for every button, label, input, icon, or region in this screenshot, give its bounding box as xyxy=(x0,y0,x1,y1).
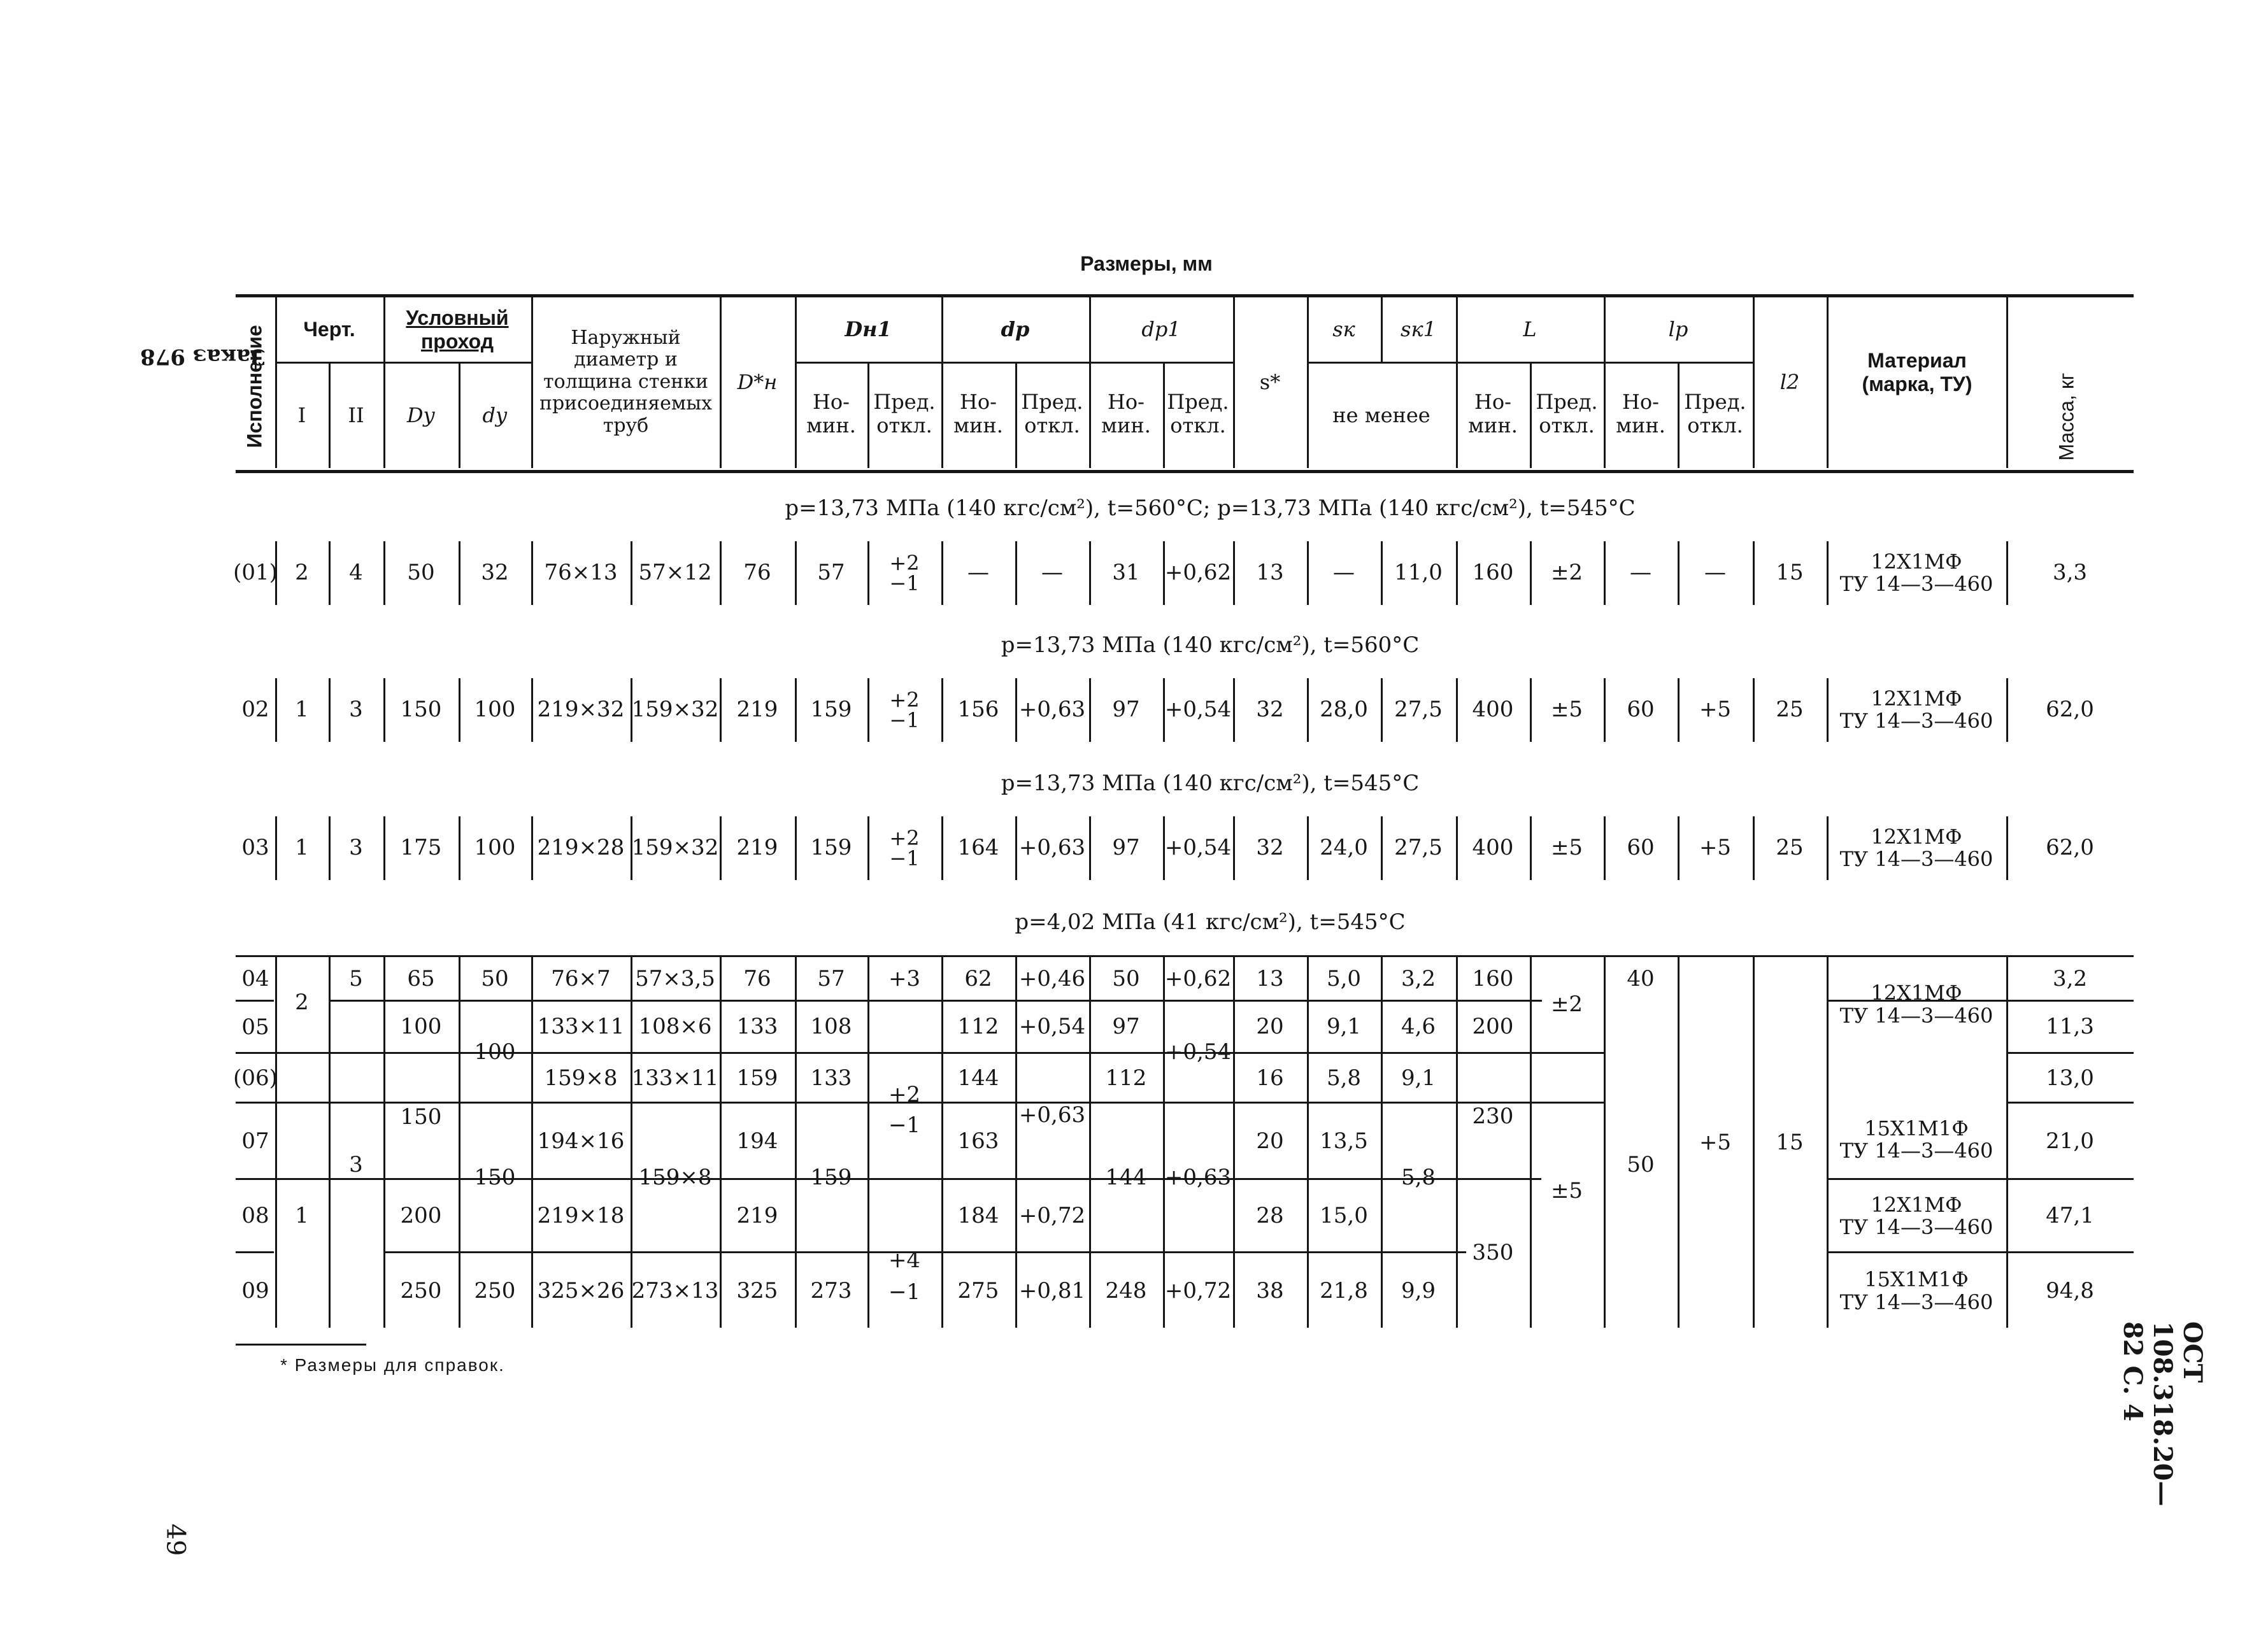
r02-c2: 3 xyxy=(349,697,363,723)
g4-material-tu-3: ТУ 14—3—460 xyxy=(1839,1290,1993,1314)
r02-Dn1: 159 xyxy=(810,697,852,723)
g4-dp1-dev-1: +0,54 xyxy=(1164,1039,1232,1065)
r01-sk: — xyxy=(1333,560,1355,586)
g4-sk-0: 5,0 xyxy=(1326,965,1362,991)
g4-dp1-3: 144 xyxy=(1105,1165,1147,1191)
r02-dy: 100 xyxy=(474,697,516,723)
r03-dy: 100 xyxy=(474,835,516,861)
g4-t1-3: 194×16 xyxy=(537,1128,625,1154)
g4-dp1-1: 97 xyxy=(1112,1013,1140,1039)
header-nom-Dn1: Но- мин. xyxy=(806,390,856,437)
header-uslovny: Условный проход xyxy=(406,306,509,353)
r03-s: 32 xyxy=(1256,835,1284,861)
g4-material-stack-1 xyxy=(1840,1118,1993,1162)
g4-sk1-0: 3,2 xyxy=(1401,965,1436,991)
g4-material-stack-0 xyxy=(1840,982,1993,1027)
condition-1: p=13,73 МПа (140 кгс/см²), t=560°С; p=13,73 МПа (140 кгс/см²), t=545°С xyxy=(785,495,1636,521)
header-naruzh: Наружный диаметр и толщина стенки присоединяемых труб xyxy=(539,326,713,437)
header-Dn: D*н xyxy=(737,369,778,394)
r02-lp: 60 xyxy=(1627,697,1655,723)
g4-t1-5: 325×26 xyxy=(537,1277,625,1304)
g4-dp-2: 144 xyxy=(957,1065,999,1091)
r02-Dn1-dev-up: +2 xyxy=(889,688,920,712)
r02-sk: 28,0 xyxy=(1320,697,1368,723)
r03-sk: 24,0 xyxy=(1320,835,1368,861)
g4-lp-0: 40 xyxy=(1627,965,1655,991)
r02-c1: 1 xyxy=(295,697,309,723)
r02-Dy: 150 xyxy=(400,697,442,723)
header-lp: lр xyxy=(1668,317,1688,342)
g4-lp-1: 50 xyxy=(1627,1152,1655,1178)
r01-Dn1-dev-down: −1 xyxy=(889,571,920,595)
header-pred-dp: Пред. откл. xyxy=(1021,390,1083,437)
g4-Dn-4: 219 xyxy=(736,1203,778,1229)
r01-Dn1-dev-stack xyxy=(889,553,919,593)
g4-dp-3: 163 xyxy=(957,1128,999,1154)
r03-mat xyxy=(1827,820,2006,877)
header-pred-dp1: Пред. откл. xyxy=(1167,390,1229,437)
header-dy: dу xyxy=(482,402,508,427)
g4-dp-5: 275 xyxy=(957,1277,999,1304)
r01-L: 160 xyxy=(1472,560,1514,586)
dev-subrule-1 xyxy=(795,362,1233,364)
condition-2: p=13,73 МПа (140 кгс/см²), t=560°С xyxy=(1001,632,1420,658)
order-number: Заказ 978 xyxy=(140,344,266,369)
r01-lp: — xyxy=(1630,560,1651,586)
r02-t2: 159×32 xyxy=(631,697,719,723)
g4-dp1-dev-3: +0,72 xyxy=(1164,1277,1232,1304)
g4-Dy-1: 100 xyxy=(400,1013,442,1039)
g4-Dn-2: 159 xyxy=(736,1065,778,1091)
r02-dp1_dev: +0,54 xyxy=(1164,697,1232,723)
g4-Dn-0: 76 xyxy=(743,965,771,991)
g4-Dn1-2: 133 xyxy=(810,1065,852,1091)
r02-s: 32 xyxy=(1256,697,1284,723)
header-s: s* xyxy=(1259,369,1281,394)
g4-Dn1-3: 159 xyxy=(810,1165,852,1191)
g4-dp-dev-3: +0,72 xyxy=(1018,1203,1086,1229)
r01-s: 13 xyxy=(1256,560,1284,586)
r01-dy: 32 xyxy=(481,560,509,586)
g4-Dn1-dev-2: −1 xyxy=(888,1112,921,1139)
r02-material-stack xyxy=(1840,688,1993,732)
header-sk1: sк1 xyxy=(1401,317,1436,342)
page-number: 49 xyxy=(160,1523,190,1556)
r01-material-grade: 12Х1МФ xyxy=(1871,549,1962,574)
g4-dp-dev-1: +0,54 xyxy=(1018,1013,1086,1039)
header-dp: dр xyxy=(1001,317,1030,342)
g4-dy-3: 250 xyxy=(474,1277,516,1304)
g4-t1-2: 159×8 xyxy=(544,1065,618,1091)
g4-Dn1-1: 108 xyxy=(810,1013,852,1039)
r03-dp1_dev: +0,54 xyxy=(1164,835,1232,861)
header-ispolnenie: Исполнение xyxy=(243,325,266,448)
g4-sk1-2: 9,1 xyxy=(1401,1065,1436,1091)
r03-c1: 1 xyxy=(295,835,309,861)
g4-Dn1-0: 57 xyxy=(817,965,845,991)
r01-t1: 76×13 xyxy=(544,560,618,586)
g4-t2-4: 273×13 xyxy=(631,1277,719,1304)
g4-Dn1-dev-3: +4 xyxy=(888,1247,921,1274)
g4-dp-1: 112 xyxy=(957,1013,999,1039)
header-massa: Масса, кг xyxy=(2055,373,2078,461)
g4-L-1: 200 xyxy=(1472,1013,1514,1039)
r02-dp: 156 xyxy=(957,697,999,723)
r03-dp: 164 xyxy=(957,835,999,861)
r02-material-grade: 12Х1МФ xyxy=(1871,686,1962,711)
r02-lp_dev: +5 xyxy=(1699,697,1732,723)
g4-material-2 xyxy=(1827,1181,2006,1251)
r01-lp_dev: — xyxy=(1704,560,1726,586)
r02-Dn1-dev-stack xyxy=(889,690,919,730)
g4-L-0: 160 xyxy=(1472,965,1514,991)
g4-mass-3: 21,0 xyxy=(2046,1128,2094,1154)
r02-Dn1-dev-down: −1 xyxy=(889,708,920,732)
sizes-title: Размеры, мм xyxy=(1080,252,1213,275)
r03-Dn1-dev-stack xyxy=(889,828,919,869)
g4-mass-5: 94,8 xyxy=(2046,1277,2094,1304)
header-pred-lp: Пред. откл. xyxy=(1684,390,1746,437)
r01-Dn: 76 xyxy=(743,560,771,586)
r01-dp1_dev: +0,62 xyxy=(1164,560,1232,586)
header-Dy: Dу xyxy=(406,402,436,427)
g4-sk-2: 5,8 xyxy=(1326,1065,1362,1091)
r01-dp_dev: — xyxy=(1041,560,1063,586)
g4-Dy-2: 150 xyxy=(400,1104,442,1130)
g4-s-1: 20 xyxy=(1256,1013,1284,1039)
g4-t2-2: 133×11 xyxy=(631,1065,719,1091)
r03-l2: 25 xyxy=(1776,835,1804,861)
header-material: Материал (марка, ТУ) xyxy=(1862,349,1972,395)
r02-material-tu: ТУ 14—3—460 xyxy=(1839,709,1993,733)
g4-l2: 15 xyxy=(1776,1130,1804,1156)
r03-Dy: 175 xyxy=(400,835,442,861)
g4-mass-4: 47,1 xyxy=(2046,1203,2094,1229)
g4-material-1 xyxy=(1827,1105,2006,1175)
g4-Dn1-dev-4: −1 xyxy=(888,1279,921,1305)
g4-material-grade-0: 12Х1МФ xyxy=(1871,981,1962,1005)
r01-c1: 2 xyxy=(295,560,309,586)
g4-s-5: 38 xyxy=(1256,1277,1284,1304)
r03-Dn1-dev-down: −1 xyxy=(889,846,920,870)
g4-t2-1: 108×6 xyxy=(638,1013,712,1039)
r03-L: 400 xyxy=(1472,835,1514,861)
g4-dp1-4: 248 xyxy=(1105,1277,1147,1304)
g4-sk-3: 13,5 xyxy=(1320,1128,1368,1154)
r03-dp_dev: +0,63 xyxy=(1018,835,1086,861)
r02-t1: 219×32 xyxy=(537,697,625,723)
g4-dp-4: 184 xyxy=(957,1203,999,1229)
r03-mass: 62,0 xyxy=(2046,835,2094,861)
header-Dn1: Dн1 xyxy=(845,317,892,342)
r02-mass: 62,0 xyxy=(2046,697,2094,723)
g4-dp1-dev-2: +0,63 xyxy=(1164,1165,1232,1191)
r03-dp1: 97 xyxy=(1112,835,1140,861)
g4-isp-4: 08 xyxy=(241,1203,269,1229)
g4-dp-dev-4: +0,81 xyxy=(1018,1277,1086,1304)
table-top-rule xyxy=(236,294,2134,297)
r01-mat xyxy=(1827,544,2006,602)
r03-isp: 03 xyxy=(241,835,269,861)
r01-mass: 3,3 xyxy=(2052,560,2088,586)
condition-4: p=4,02 МПа (41 кгс/см²), t=545°С xyxy=(1015,909,1406,935)
header-L: L xyxy=(1523,317,1537,342)
g4-sk1-1: 4,6 xyxy=(1401,1013,1436,1039)
header-nom-dp: Но- мин. xyxy=(953,390,1003,437)
r01-c2: 4 xyxy=(349,560,363,586)
r02-Dn: 219 xyxy=(736,697,778,723)
g4-L-3: 350 xyxy=(1472,1239,1514,1265)
g4-chert1-a: 2 xyxy=(295,990,309,1016)
g4-Dy-4: 250 xyxy=(400,1277,442,1304)
header-chert-i: I xyxy=(297,402,306,427)
r03-Dn1_dev xyxy=(867,820,941,877)
header-nom-L: Но- мин. xyxy=(1468,390,1518,437)
r02-L_dev: ±5 xyxy=(1550,697,1583,723)
g4-isp-3: 07 xyxy=(241,1128,269,1154)
g4-isp-0: 04 xyxy=(241,965,269,991)
r01-Dy: 50 xyxy=(407,560,435,586)
g4-dp-0: 62 xyxy=(964,965,992,991)
g4-t1-0: 76×7 xyxy=(551,965,611,991)
g4-dp1-2: 112 xyxy=(1105,1065,1147,1091)
g4-material-tu-2: ТУ 14—3—460 xyxy=(1839,1215,1993,1239)
r03-Dn1: 159 xyxy=(810,835,852,861)
g4-material-stack-3 xyxy=(1840,1268,1993,1313)
r03-Dn1-dev-up: +2 xyxy=(889,826,920,850)
g4-Dy-3: 200 xyxy=(400,1203,442,1229)
g4-sk-1: 9,1 xyxy=(1326,1013,1362,1039)
r01-material-tu: ТУ 14—3—460 xyxy=(1839,572,1993,596)
header-pred-L: Пред. откл. xyxy=(1536,390,1598,437)
g4-dy-0: 50 xyxy=(481,965,509,991)
r01-Dn1-dev-up: +2 xyxy=(889,551,920,575)
g4-Dn-3: 194 xyxy=(736,1128,778,1154)
g4-isp-1: 05 xyxy=(241,1014,269,1040)
r01-Dn1_dev xyxy=(867,544,941,602)
r01-dp1: 31 xyxy=(1112,560,1140,586)
g4-Dn-1: 133 xyxy=(736,1013,778,1039)
g4-material-tu-1: ТУ 14—3—460 xyxy=(1839,1139,1993,1163)
g4-dp1-0: 50 xyxy=(1112,965,1140,991)
footnote-rule xyxy=(236,1344,366,1346)
g4-sk-5: 21,8 xyxy=(1320,1277,1368,1304)
g4-isp-5: 09 xyxy=(241,1277,269,1304)
header-sk: sк xyxy=(1332,317,1355,342)
r01-material-stack xyxy=(1840,551,1993,595)
r01-l2: 15 xyxy=(1776,560,1804,586)
g4-isp-2: (06) xyxy=(233,1065,278,1091)
g4-dy-2: 150 xyxy=(474,1165,516,1191)
g4-chert2-b: 3 xyxy=(349,1152,363,1178)
g4-material-grade-3: 15Х1М1Ф xyxy=(1864,1267,1969,1292)
g4-L-dev-0: ±2 xyxy=(1550,991,1583,1017)
g4-sk-4: 15,0 xyxy=(1320,1203,1368,1229)
header-chert: Черт. xyxy=(303,318,355,341)
g4-mass-0: 3,2 xyxy=(2052,965,2088,991)
r03-sk1: 27,5 xyxy=(1394,835,1443,861)
r03-c2: 3 xyxy=(349,835,363,861)
header-nom-lp: Но- мин. xyxy=(1616,390,1665,437)
r02-dp1: 97 xyxy=(1112,697,1140,723)
g4-Dn1-dev-1: +2 xyxy=(888,1082,921,1108)
g4-material-tu-0: ТУ 14—3—460 xyxy=(1839,1003,1993,1028)
footnote: * Размеры для справок. xyxy=(280,1355,505,1375)
header-l2: l2 xyxy=(1779,369,1800,394)
g4-Dy-0: 65 xyxy=(407,965,435,991)
header-chert-ii: II xyxy=(348,402,364,427)
g4-chert1-b: 1 xyxy=(295,1203,309,1229)
r03-material-grade: 12Х1МФ xyxy=(1871,824,1962,849)
g4-material-3 xyxy=(1827,1254,2006,1328)
g4-sk1-4: 9,9 xyxy=(1401,1277,1436,1304)
g4-s-0: 13 xyxy=(1256,965,1284,991)
r03-material-stack xyxy=(1840,826,1993,870)
g4-L-dev-1: ±5 xyxy=(1550,1178,1583,1204)
r01-dp: — xyxy=(967,560,989,586)
r02-L: 400 xyxy=(1472,697,1514,723)
g4-L-2: 230 xyxy=(1472,1103,1514,1129)
r03-L_dev: ±5 xyxy=(1550,835,1583,861)
g4-s-2: 16 xyxy=(1256,1065,1284,1091)
r03-lp_dev: +5 xyxy=(1699,835,1732,861)
r02-Dn1_dev xyxy=(867,681,941,739)
header-dp1: dр1 xyxy=(1141,317,1181,342)
r01-isp: (01) xyxy=(233,560,278,586)
g4-material-grade-1: 15Х1М1Ф xyxy=(1864,1116,1969,1140)
g4-dy-1: 100 xyxy=(474,1039,516,1065)
header-ne-menee: не менее xyxy=(1332,402,1430,427)
g4-t1-1: 133×11 xyxy=(537,1013,625,1039)
r03-lp: 60 xyxy=(1627,835,1655,861)
r02-dp_dev: +0,63 xyxy=(1018,697,1086,723)
header-pred-Dn1: Пред. откл. xyxy=(873,390,936,437)
r01-Dn1: 57 xyxy=(817,560,845,586)
g4-dp-dev-2: +0,63 xyxy=(1018,1102,1086,1128)
g4-mass-1: 11,3 xyxy=(2046,1013,2094,1039)
r03-Dn: 219 xyxy=(736,835,778,861)
g4-Dn1-4: 273 xyxy=(810,1277,852,1304)
g4-Dn1-dev-0: +3 xyxy=(888,965,921,991)
r03-t2: 159×32 xyxy=(631,835,719,861)
header-nom-dp1: Но- мин. xyxy=(1101,390,1151,437)
g4-s-4: 28 xyxy=(1256,1203,1284,1229)
g4-chert2-a: 5 xyxy=(349,965,363,991)
g4-Dn-5: 325 xyxy=(736,1277,778,1304)
g4-material-0 xyxy=(1827,958,2006,1051)
r01-sk1: 11,0 xyxy=(1394,560,1443,586)
r01-L_dev: ±2 xyxy=(1550,560,1583,586)
r03-material-tu: ТУ 14—3—460 xyxy=(1839,847,1993,871)
g4-t1-4: 219×18 xyxy=(537,1203,625,1229)
r02-sk1: 27,5 xyxy=(1394,697,1443,723)
uslovny-subrule xyxy=(383,362,531,364)
g4-lp-dev: +5 xyxy=(1699,1130,1732,1156)
standard-code: ОСТ 108.318.20—82 С. 4 xyxy=(2118,1321,2207,1507)
g4-sk1-3: 5,8 xyxy=(1401,1165,1436,1191)
g4-dp1-dev-0: +0,62 xyxy=(1164,965,1232,991)
table-header-rule xyxy=(236,470,2134,473)
r01-t2: 57×12 xyxy=(638,560,712,586)
g4-dp-dev-0: +0,46 xyxy=(1018,965,1086,991)
condition-3: p=13,73 МПа (140 кгс/см²), t=545°С xyxy=(1001,771,1420,796)
r03-t1: 219×28 xyxy=(537,835,625,861)
g4-t2-3: 159×8 xyxy=(638,1165,712,1191)
r02-l2: 25 xyxy=(1776,697,1804,723)
r02-isp: 02 xyxy=(241,697,269,723)
r02-mat xyxy=(1827,681,2006,739)
g4-t2-0: 57×3,5 xyxy=(635,965,715,991)
g4-material-stack-2 xyxy=(1840,1194,1993,1239)
g4-mass-2: 13,0 xyxy=(2046,1065,2094,1091)
g4-s-3: 20 xyxy=(1256,1128,1284,1154)
g4-material-grade-2: 12Х1МФ xyxy=(1871,1192,1962,1217)
